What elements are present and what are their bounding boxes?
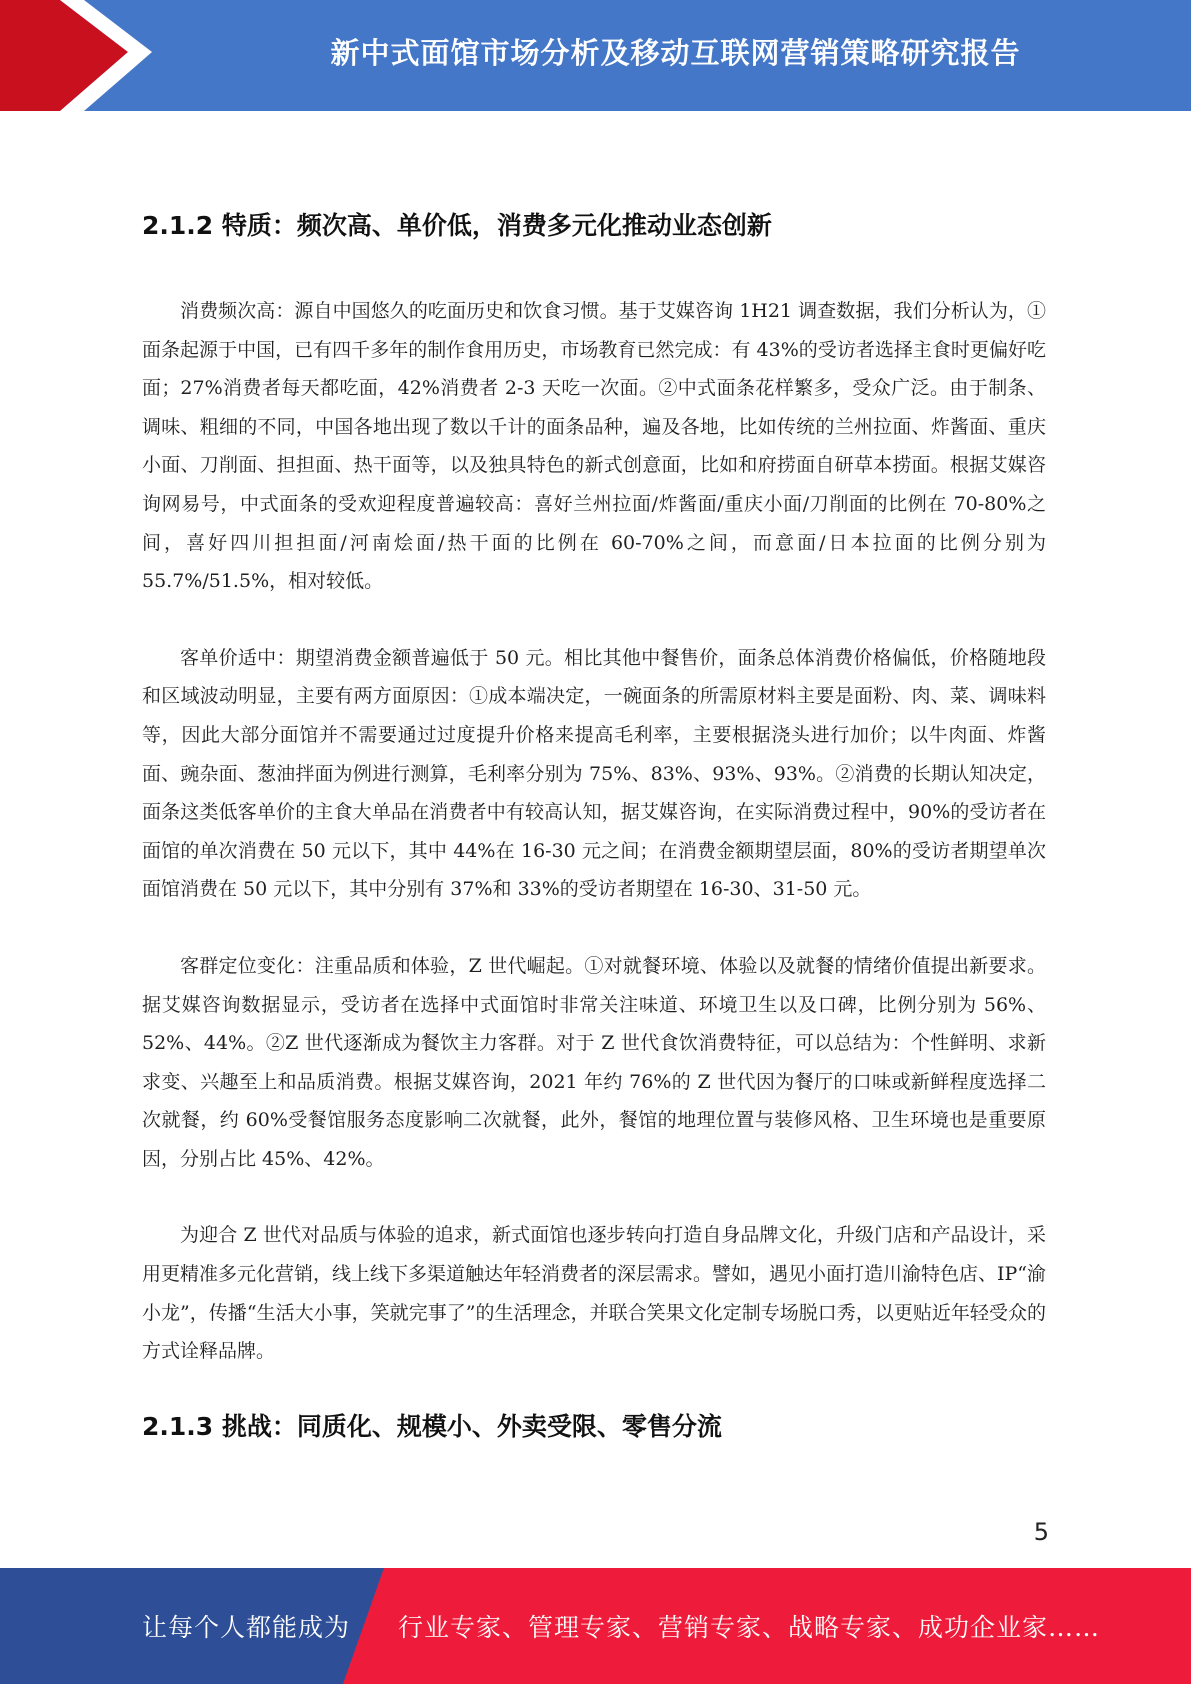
header-red-block bbox=[0, 0, 128, 111]
header-chevron-decoration bbox=[0, 0, 160, 111]
section-heading-2-1-2: 2.1.2 特质：频次高、单价低，消费多元化推动业态创新 bbox=[142, 211, 772, 240]
footer-slogan-left: 让每个人都能成为 bbox=[142, 1613, 351, 1642]
page-footer bbox=[0, 1568, 1191, 1684]
paragraph-brand-culture: 为迎合 Z 世代对品质与体验的追求，新式面馆也逐步转向打造自身品牌文化，升级门店和产品设计，采用更精准多元化营销，线上线下多渠道触达年轻消费者的深层需求。譬如，遇见小面打造川渝特色店、IP“渝小龙”，传播“生活大小事，笑就完事了”的生活理念，并联合笑果文化定制专场脱口秀，以更贴近年轻受众的方式诠释品牌。 bbox=[142, 1224, 1047, 1363]
section-heading-2-1-3: 2.1.3 挑战：同质化、规模小、外卖受限、零售分流 bbox=[142, 1411, 722, 1441]
footer-slogan-right: 行业专家、管理专家、营销专家、战略专家、成功企业家…… bbox=[398, 1613, 1101, 1642]
paragraph-customer-positioning: 客群定位变化：注重品质和体验，Z 世代崛起。①对就餐环境、体验以及就餐的情绪价值提出新要求。据艾媒咨询数据显示，受访者在选择中式面馆时非常关注味道、环境卫生以及口碑，比例分别为 56%、52%、44%。②Z 世代逐渐成为餐饮主力客群。对于 Z 世代食饮消费特征，可以总结为：个性鲜明、求新求变、兴趣至上和品质消费。根据艾媒咨询，2021 年约 76%的 Z 世代因为餐厅的口味或新鲜程度选择二次就餐，约 60%受餐馆服务态度影响二次就餐，此外，餐馆的地理位置与装修风格、卫生环境也是重要原因，分别占比 45%、42%。 bbox=[142, 954, 1046, 1170]
page-header bbox=[0, 0, 1191, 111]
page-number: 5 bbox=[1033, 1518, 1049, 1546]
page-content bbox=[142, 200, 1046, 1453]
paragraph-unit-price: 客单价适中：期望消费金额普遍低于 50 元。相比其他中餐售价，面条总体消费价格偏低，价格随地段和区域波动明显，主要有两方面原因：①成本端决定，一碗面条的所需原材料主要是面粉、肉、菜、调味料等，因此大部分面馆并不需要通过过度提升价格来提高毛利率，主要根据浇头进行加价；以牛肉面、炸酱面、豌杂面、葱油拌面为例进行测算，毛利率分别为 75%、83%、93%、93%。②消费的长期认知决定，面条这类低客单价的主食大单品在消费者中有较高认知，据艾媒咨询，在实际消费过程中，90%的受访者在面馆的单次消费在 50 元以下，其中 44%在 16-30 元之间；在消费金额期望层面，80%的受访者期望单次面馆消费在 50 元以下，其中分别有 37%和 33%的受访者期望在 16-30、31-50 元。 bbox=[142, 646, 1046, 901]
document-title: 新中式面馆市场分析及移动互联网营销策略研究报告 bbox=[330, 36, 1021, 70]
paragraph-consumption-frequency: 消费频次高：源自中国悠久的吃面历史和饮食习惯。基于艾媒咨询 1H21 调查数据，我们分析认为，①面条起源于中国，已有四千多年的制作食用历史，市场教育已然完成：有 43%的受访者选择主食时更偏好吃面；27%消费者每天都吃面，42%消费者 2-3 天吃一次面。②中式面条花样繁多，受众广泛。由于制条、调味、粗细的不同，中国各地出现了数以千计的面条品种，遍及各地，比如传统的兰州拉面、炸酱面、重庆小面、刀削面、担担面、热干面等，以及独具特色的新式创意面，比如和府捞面自研草本捞面。根据艾媒咨询网易号，中式面条的受欢迎程度普遍较高：喜好兰州拉面/炸酱面/重庆小面/刀削面的比例在 70-80%之间，喜好四川担担面/河南烩面/热干面的比例在 60-70%之间，而意面/日本拉面的比例分别为 55.7%/51.5%，相对较低。 bbox=[142, 300, 1046, 593]
